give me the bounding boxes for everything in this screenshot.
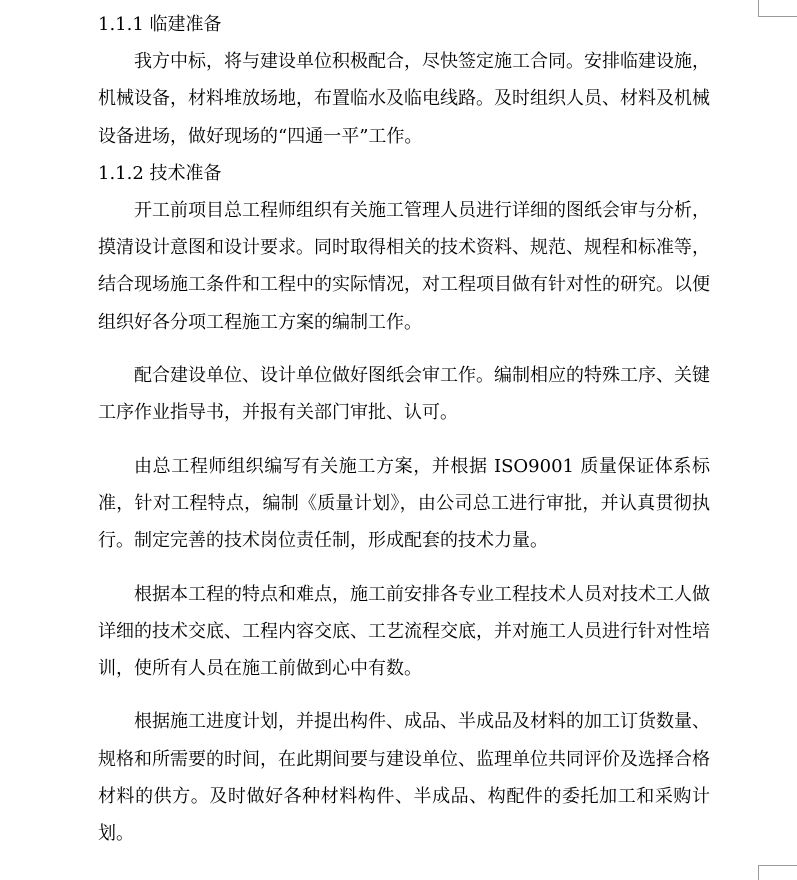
section-heading-site-preparation: 1.1.1 临建准备 <box>98 14 222 35</box>
margin-corner-mark <box>758 865 759 880</box>
paragraph: 根据施工进度计划，并提出构件、成品、半成品及材料的加工订货数量、规格和所需要的时间，在此期间要与建设单位、监理单位共同评价及选择合格材料的供方。及时做好各种材料构件、半成品、构配件的委托加工和采购计划。 <box>98 711 710 845</box>
margin-corner-mark <box>758 16 797 17</box>
margin-corner-mark <box>758 0 759 17</box>
paragraph: 由总工程师组织编写有关施工方案，并根据 ISO9001 质量保证体系标准，针对工程特点，编制《质量计划》，由公司总工进行审批，并认真贯彻执行。制定完善的技术岗位责任制，形成配套的技术力量。 <box>98 455 710 552</box>
section-heading-technical-preparation: 1.1.2 技术准备 <box>98 162 222 184</box>
paragraph: 我方中标，将与建设单位积极配合，尽快签定施工合同。安排临建设施，机械设备，材料堆放场地，布置临水及临电线路。及时组织人员、材料及机械设备进场，做好现场的“四通一平”工作。 <box>98 51 710 147</box>
paragraph: 根据本工程的特点和难点，施工前安排各专业工程技术人员对技术工人做详细的技术交底、工程内容交底、工艺流程交底，并对施工人员进行针对性培训，使所有人员在施工前做到心中有数。 <box>98 583 710 680</box>
margin-corner-mark <box>758 865 797 866</box>
document-body <box>98 6 710 853</box>
paragraph: 配合建设单位、设计单位做好图纸会审工作。编制相应的特殊工序、关键工序作业指导书，并报有关部门审批、认可。 <box>98 365 710 424</box>
paragraph: 开工前项目总工程师组织有关施工管理人员进行详细的图纸会审与分析，摸清设计意图和设计要求。同时取得相关的技术资料、规范、规程和标准等，结合现场施工条件和工程中的实际情况，对工程项目做有针对性的研究。以便组织好各分项工程施工方案的编制工作。 <box>98 199 710 333</box>
